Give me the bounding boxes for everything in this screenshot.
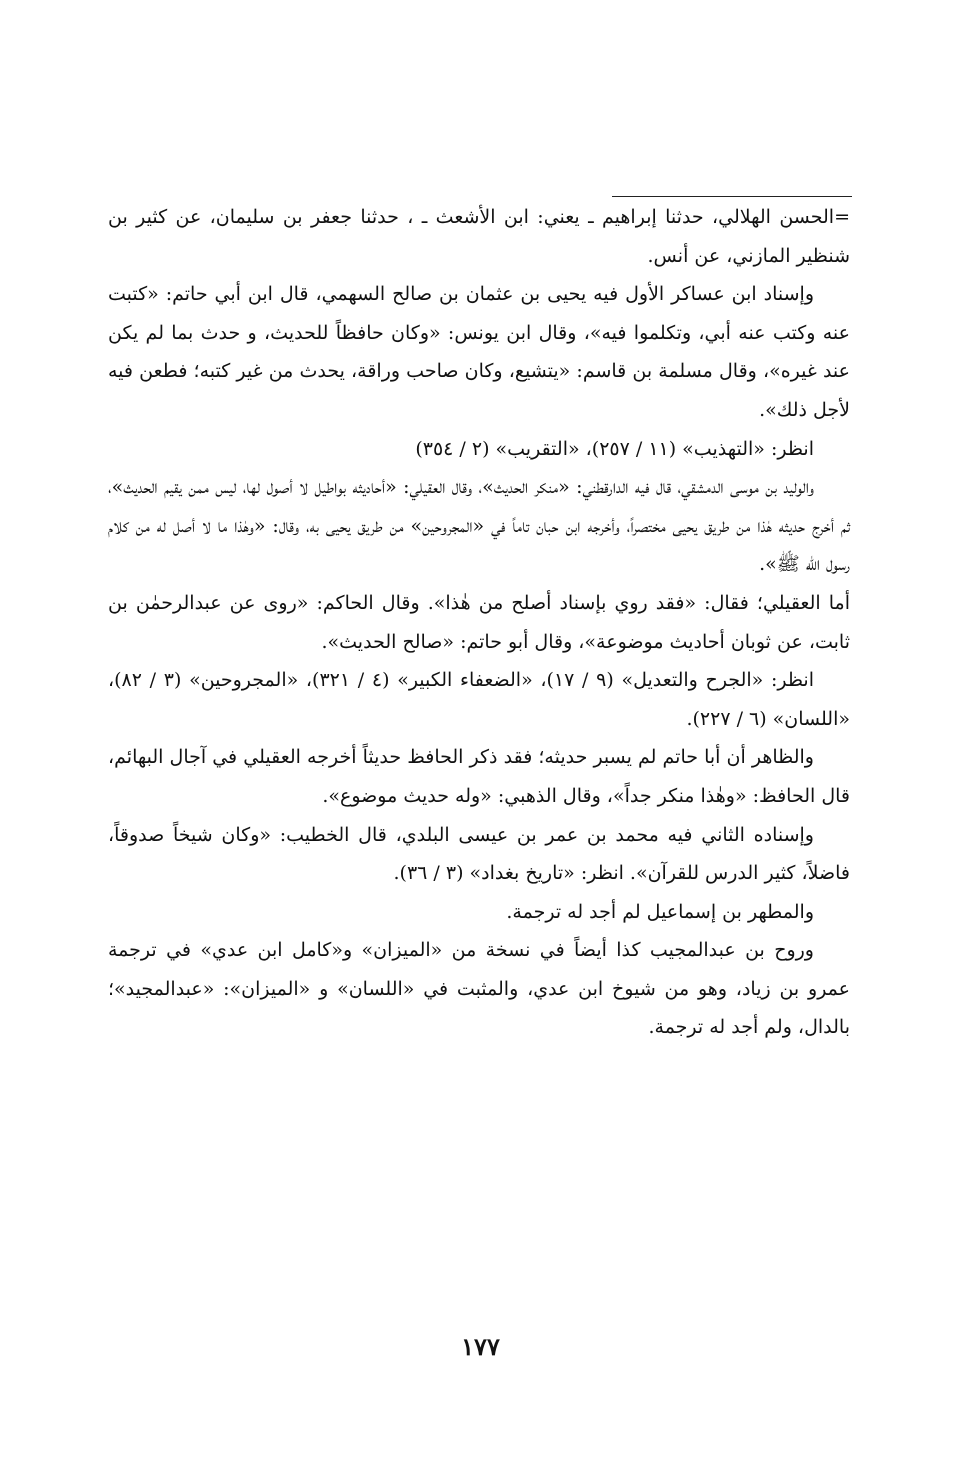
paragraph-mutahhar: والمطهر بن إسماعيل لم أجد له ترجمة. xyxy=(506,900,814,923)
paragraph-continuation: =الحسن الهلالي، حدثنا إبراهيم ـ يعني: ابن الأشعث ـ ، حدثنا جعفر بن سليمان، عن كثير بن شنظير المازني، عن أنس. xyxy=(108,206,850,267)
footnote-text xyxy=(108,198,850,1047)
paragraph-reference-jarh: انظر: «الجرح والتعديل» (٩ / ١٧)، «الضعفاء الكبير» (٤ / ٣٢١)، «المجروحين» (٣ / ٨٢)، «اللسان» (٦ / ٢٢٧). xyxy=(108,669,850,730)
paragraph-second-isnad: وإسناده الثاني فيه محمد بن عمر بن عيسى البلدي، قال الخطيب: «وكان شيخاً صدوقاً، فاضلاً، كثير الدرس للقرآن». انظر: «تاريخ بغداد» (٣ / ٣٦). xyxy=(108,823,850,885)
paragraph-ibn-asakir-isnad: وإسناد ابن عساكر الأول فيه يحيى بن عثمان بن صالح السهمي، قال ابن أبي حاتم: «كتبت عنه وكتب عنه أبي، وتكلموا فيه»، وقال ابن يونس: «وكان حافظاً للحديث، و حدث بما لم يكن عند غيره»، وقال مسلمة بن قاسم: «يتشيع، وكان صاحب وراقة، يحدث من غير كتبه؛ فطعن فيه لأجل ذلك». xyxy=(108,283,850,421)
paragraph-rawh: وروح بن عبدالمجيب كذا أيضاً في نسخة من «الميزان» و«كامل ابن عدي» في ترجمة عمرو بن زياد، وهو من شيوخ ابن عدي، والمثبت في «اللسان» و «الميزان»: «عبدالمجيد»؛ بالدال، ولم أجد له ترجمة. xyxy=(108,939,850,1039)
paragraph-reference-tahdhib: انظر: «التهذيب» (١١ / ٢٥٧)، «التقريب» (٢ / ٣٥٤) xyxy=(415,437,814,460)
paragraph-aqili-hakim: أما العقيلي؛ فقال: «فقد روي بإسناد أصلح من هٰذا». وقال الحاكم: «روى عن عبدالرحمٰن بن ثابت، عن ثوبان أحاديث موضوعة»، وقال أبو حاتم: «صالح الحديث». xyxy=(108,591,850,653)
paragraph-walid-bin-musa: والوليد بن موسى الدمشقي، قال فيه الدارقطني: «منكر الحديث»، وقال العقيلي: «أحاديثه بواطيل لا أصول لها، ليس ممن يقيم الحديث»، ثم أخرج حديثه هٰذا من طريق يحيى مختصراً، وأخرجه ابن حبان تاماً في «المجروحين» من طريق يحيى به، وقال: «وهٰذا ما لا أصل له من كلام رسول الله ﷺ». xyxy=(108,476,850,576)
paragraph-abu-hatim: والظاهر أن أبا حاتم لم يسبر حديثه؛ فقد ذكر الحافظ حديثاً أخرجه العقيلي في آجال البهائم، قال الحافظ: «وهٰذا منكر جداً»، وقال الذهبي: «وله حديث موضوع». xyxy=(108,746,850,807)
page-number: ١٧٧ xyxy=(461,1332,500,1361)
footnote-separator-rule xyxy=(612,196,852,197)
